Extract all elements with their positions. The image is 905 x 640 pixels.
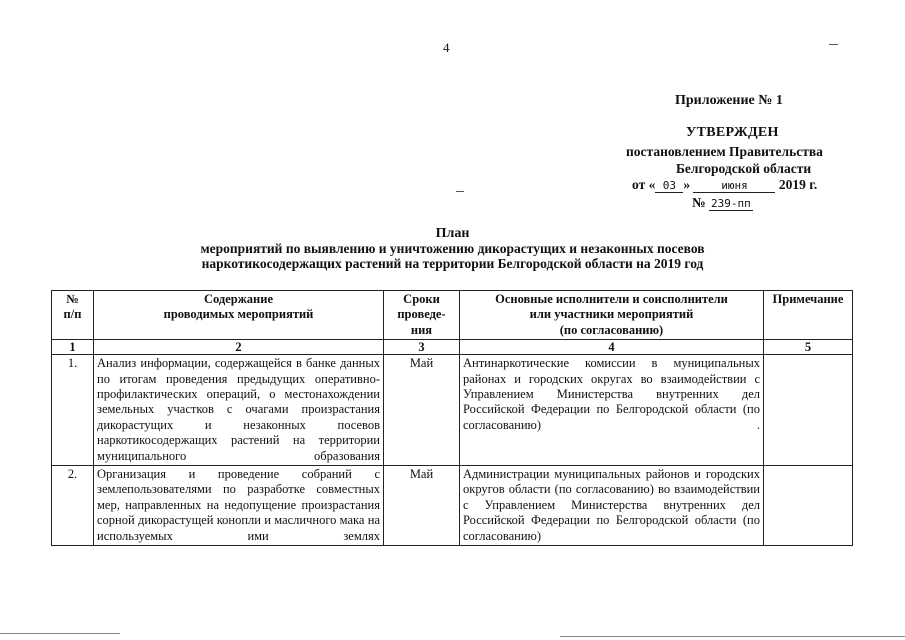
plan-subtitle-2: наркотикосодержащих растений на территории Белгородской области на 2019 год <box>201 256 704 271</box>
scan-mark <box>456 191 464 192</box>
header-note: Примечание <box>764 291 853 340</box>
row-content: Организация и проведение собраний с землепользователями по разработке совместных мер, направленных на недопущение произрастания сорной дикорастущей конопли и масличного мака на используемых ими землях <box>94 466 384 546</box>
table-row <box>52 355 853 466</box>
column-index-row <box>52 340 853 355</box>
col-index: 1 <box>52 340 94 355</box>
row-note <box>764 355 853 466</box>
row-number: 1. <box>52 355 94 466</box>
plan-title: План <box>435 226 470 241</box>
row-content: Анализ информации, содержащейся в банке данных по итогам проведения предыдущих оперативно-профилактических операций, о местонахождении земельных участков с очагами произрастания дикорастущих и незаконных посевов наркотикосодержащих растений на территории муниципального образования <box>94 355 384 466</box>
row-term: Май <box>384 355 460 466</box>
header-num: № п/п <box>52 291 94 340</box>
scan-mark <box>0 633 120 634</box>
table-header-row <box>52 291 853 340</box>
row-executors: Антинаркотические комиссии в муниципальных районах и городских округах во взаимодействии с Управлением Министерства внутренних дел Российской Федерации по Белгородской области (по согласованию) . <box>460 355 764 466</box>
date-prefix: от « <box>632 177 656 192</box>
date-day: 03 <box>655 179 683 193</box>
plan-subtitle-1: мероприятий по выявлению и уничтожению дикорастущих и незаконных посевов <box>200 241 705 256</box>
decree-number <box>692 195 753 211</box>
header-executors: Основные исполнители и соисполнители или участники мероприятий (по согласованию) <box>460 291 764 340</box>
appendix-label: Приложение № 1 <box>675 93 783 108</box>
scan-mark <box>829 44 838 45</box>
date-mid: » <box>683 177 691 192</box>
row-term: Май <box>384 466 460 546</box>
col-index: 5 <box>764 340 853 355</box>
col-index: 4 <box>460 340 764 355</box>
col-index: 2 <box>94 340 384 355</box>
page-number: 4 <box>443 40 450 55</box>
approved-label: УТВЕРЖДЕН <box>686 125 779 140</box>
col-index: 3 <box>384 340 460 355</box>
decree-date <box>632 177 817 193</box>
row-note <box>764 466 853 546</box>
table-row <box>52 466 853 546</box>
date-year: 2019 г. <box>778 177 818 192</box>
date-month: июня <box>693 179 775 193</box>
scan-mark <box>560 636 905 637</box>
row-executors: Администрации муниципальных районов и городских округов области (по согласованию) во взаимодействии с Управлением Министерства внутренних дел Российской Федерации по Белгородской области (по согласованию) <box>460 466 764 546</box>
decree-line-1: постановлением Правительства <box>626 144 823 159</box>
number-prefix: № <box>692 195 706 210</box>
header-term: Сроки проведе- ния <box>384 291 460 340</box>
header-content: Содержание проводимых мероприятий <box>94 291 384 340</box>
row-number: 2. <box>52 466 94 546</box>
plan-table <box>51 290 853 546</box>
decree-line-2: Белгородской области <box>676 161 812 176</box>
number-value: 239-пп <box>710 197 751 210</box>
